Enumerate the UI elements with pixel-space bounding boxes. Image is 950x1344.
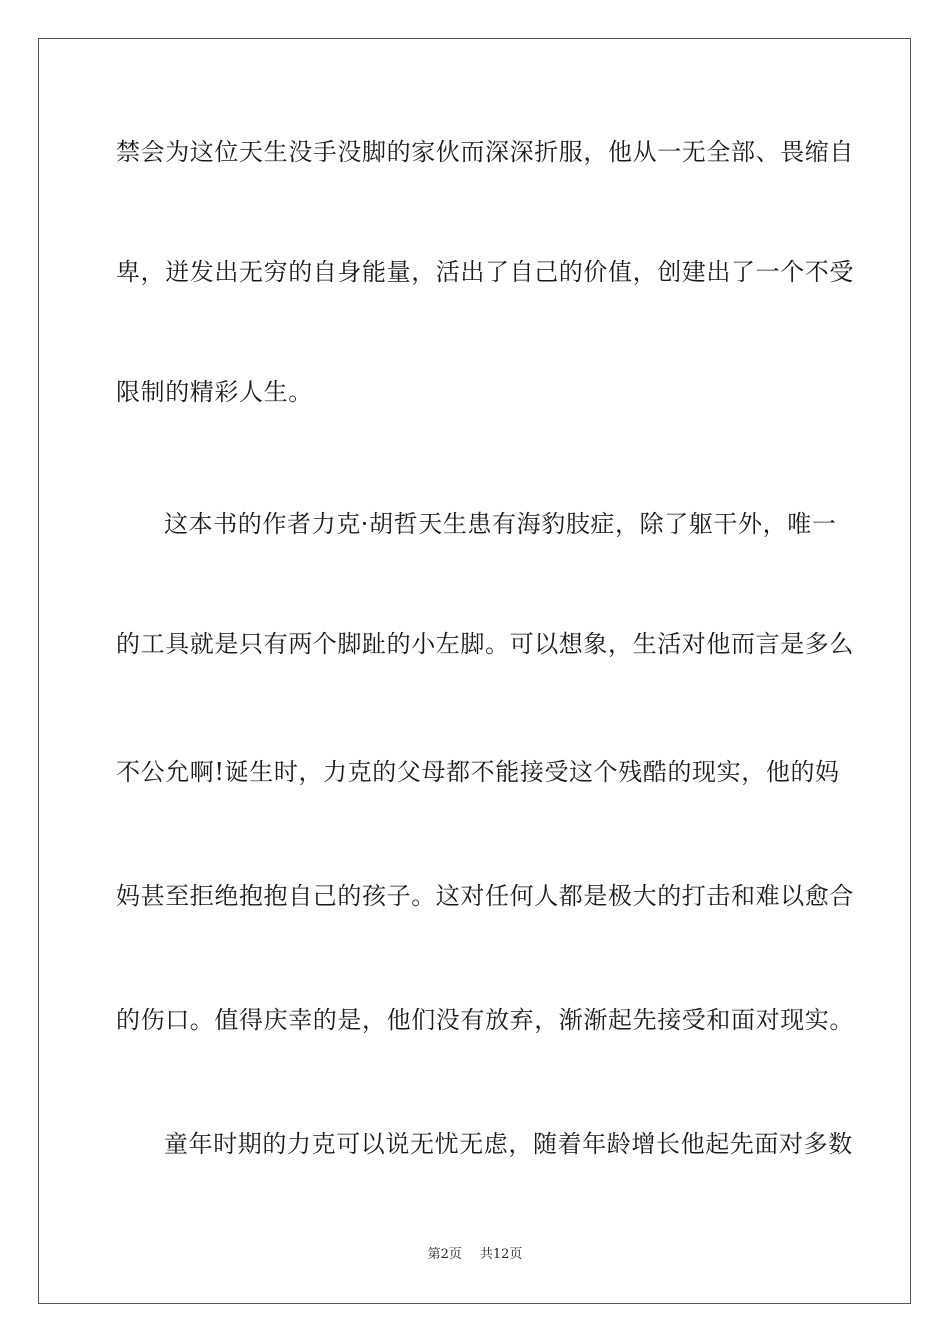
text-line-5: 的工具就是只有两个脚趾的小左脚。可以想象，生活对他而言是多么 (116, 630, 854, 658)
page-footer (0, 1246, 950, 1264)
text-line-8: 的伤口。值得庆幸的是，他们没有放弃，渐渐起先接受和面对现实。 (116, 1006, 854, 1034)
page-border (38, 38, 911, 1304)
text-line-3: 限制的精彩人生。 (116, 378, 313, 406)
text-line-6: 不公允啊!诞生时，力克的父母都不能接受这个残酷的现实，他的妈 (116, 758, 840, 786)
text-line-7: 妈甚至拒绝抱抱自己的孩子。这对任何人都是极大的打击和难以愈合 (116, 882, 854, 910)
text-line-1: 禁会为这位天生没手没脚的家伙而深深折服，他从一无全部、畏缩自 (116, 138, 854, 166)
page-number: 第2页 (427, 1247, 462, 1262)
page-total: 共12页 (479, 1247, 523, 1262)
text-line-4: 这本书的作者力克·胡哲天生患有海豹肢症，除了躯干外，唯一 (164, 510, 837, 538)
text-line-2: 卑，迸发出无穷的自身能量，活出了自己的价值，创建出了一个不受 (116, 258, 854, 286)
text-line-9: 童年时期的力克可以说无忧无虑，随着年龄增长他起先面对多数 (164, 1130, 853, 1158)
